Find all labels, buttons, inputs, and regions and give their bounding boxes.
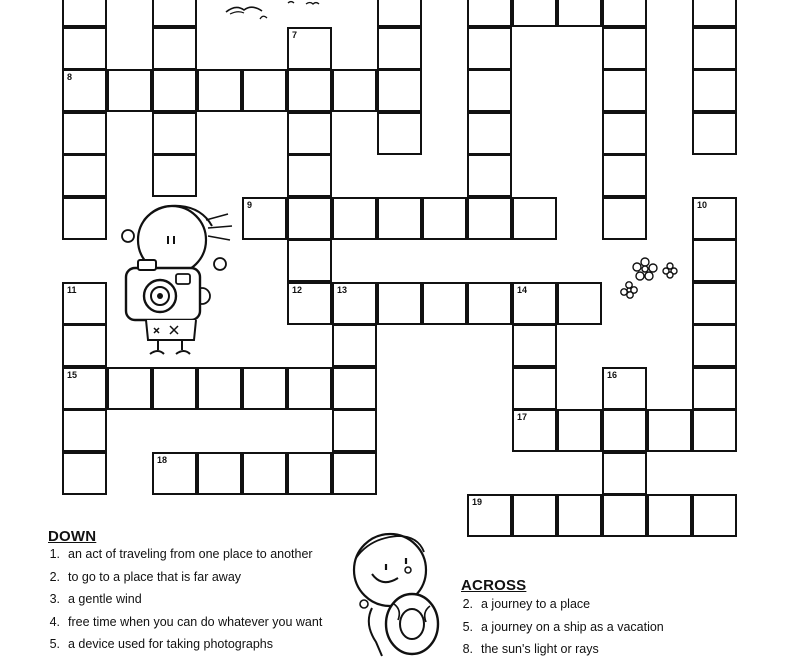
crossword-cell[interactable] (62, 0, 107, 27)
clue-number: 12 (292, 284, 303, 295)
crossword-cell[interactable] (152, 367, 197, 410)
crossword-cell[interactable] (692, 409, 737, 452)
clue-item-number: 2. (462, 597, 473, 611)
crossword-cell[interactable] (287, 154, 332, 197)
clue-number: 7 (292, 29, 298, 40)
crossword-cell[interactable] (62, 324, 107, 367)
clue-number: 17 (517, 412, 528, 422)
clue-number: 14 (517, 284, 528, 295)
crossword-cell[interactable] (62, 282, 107, 325)
crossword-cell[interactable] (602, 112, 647, 155)
clue-number: 18 (157, 454, 168, 465)
crossword-cell[interactable] (62, 112, 107, 155)
crossword-cell[interactable] (152, 69, 197, 112)
clue-item (453, 616, 664, 639)
crossword-cell[interactable] (287, 197, 332, 240)
boy-with-camera-icon (118, 198, 243, 360)
crossword-cell[interactable] (602, 154, 647, 197)
clue-item (40, 611, 322, 634)
crossword-cell[interactable] (287, 112, 332, 155)
crossword-cell[interactable] (62, 409, 107, 452)
crossword-cell[interactable] (377, 197, 422, 240)
crossword-cell[interactable] (197, 452, 242, 495)
crossword-cell[interactable] (287, 282, 332, 325)
crossword-cell[interactable] (602, 452, 647, 495)
crossword-cell[interactable] (692, 69, 737, 112)
crossword-cell[interactable] (422, 197, 467, 240)
crossword-cell[interactable] (332, 69, 377, 112)
crossword-cell[interactable] (62, 452, 107, 495)
clue-item-number: 5. (462, 619, 473, 634)
crossword-cell[interactable] (332, 409, 377, 452)
crossword-cell[interactable] (332, 324, 377, 367)
clue-item-text: free time when you can do whatever you want (68, 614, 323, 629)
crossword-cell[interactable] (692, 324, 737, 367)
crossword-cell[interactable] (647, 409, 692, 452)
clue-item (453, 638, 664, 661)
crossword-cell[interactable] (512, 197, 557, 240)
crossword-cell[interactable] (332, 197, 377, 240)
crossword-cell[interactable] (512, 324, 557, 367)
clue-item-text: a journey on a ship as a vacation (481, 619, 664, 634)
crossword-cell[interactable] (557, 0, 602, 27)
crossword-cell[interactable] (287, 27, 332, 70)
crossword-cell[interactable] (602, 0, 647, 27)
crossword-cell[interactable] (377, 27, 422, 70)
clue-item (40, 566, 322, 589)
crossword-cell[interactable] (107, 367, 152, 410)
crossword-cell[interactable] (557, 409, 602, 452)
crossword-cell[interactable] (692, 27, 737, 70)
flowers-icon (616, 254, 682, 302)
crossword-cell[interactable] (512, 0, 557, 27)
down-clue-list (40, 543, 322, 656)
crossword-cell[interactable] (242, 197, 287, 240)
crossword-cell[interactable] (467, 197, 512, 240)
crossword-cell[interactable] (332, 367, 377, 410)
crossword-cell[interactable] (692, 494, 737, 537)
clue-number: 8 (67, 72, 73, 82)
crossword-cell[interactable] (62, 69, 107, 112)
crossword-cell[interactable] (692, 0, 737, 27)
crossword-cell[interactable] (62, 367, 107, 410)
crossword-cell[interactable] (62, 27, 107, 70)
crossword-cell[interactable] (602, 69, 647, 112)
clue-item (40, 543, 322, 566)
seagulls-icon (222, 0, 334, 26)
crossword-cell[interactable] (377, 0, 422, 27)
clue-number: 19 (472, 497, 483, 507)
crossword-cell[interactable] (242, 367, 287, 410)
clue-item-number: 8. (462, 642, 473, 656)
crossword-cell[interactable] (377, 282, 422, 325)
clue-item-text: the sun's light or rays (481, 642, 599, 656)
crossword-cell[interactable] (467, 112, 512, 155)
crossword-cell[interactable] (557, 282, 602, 325)
clue-number: 13 (337, 284, 348, 295)
crossword-cell[interactable] (197, 69, 242, 112)
crossword-cell[interactable] (467, 69, 512, 112)
crossword-cell[interactable] (512, 282, 557, 325)
clue-item (40, 633, 322, 656)
clue-item-text: an act of traveling from one place to another (68, 547, 313, 561)
crossword-cell[interactable] (62, 197, 107, 240)
crossword-cell[interactable] (152, 452, 197, 495)
clue-item-text: a journey to a place (481, 597, 591, 611)
crossword-cell[interactable] (692, 367, 737, 410)
clue-item-number: 1. (49, 547, 60, 561)
crossword-cell[interactable] (467, 494, 512, 537)
crossword-cell[interactable] (332, 452, 377, 495)
clue-item-text: a device used for taking photographs (68, 637, 273, 651)
crossword-cell[interactable] (602, 367, 647, 410)
crossword-cell[interactable] (692, 197, 737, 240)
clue-number: 11 (67, 284, 77, 295)
clue-item-number: 2. (49, 569, 60, 584)
crossword-cell[interactable] (242, 452, 287, 495)
crossword-cell[interactable] (602, 494, 647, 537)
crossword-cell[interactable] (512, 367, 557, 410)
crossword-cell[interactable] (242, 69, 287, 112)
clue-item-number: 3. (49, 592, 60, 606)
clue-item-text: a gentle wind (68, 592, 142, 606)
crossword-cell[interactable] (512, 409, 557, 452)
crossword-cell[interactable] (512, 494, 557, 537)
crossword-cell[interactable] (467, 154, 512, 197)
crossword-cell[interactable] (377, 112, 422, 155)
crossword-cell[interactable] (602, 27, 647, 70)
across-clue-list (453, 593, 664, 661)
crossword-cell[interactable] (107, 69, 152, 112)
clue-number: 9 (247, 199, 253, 210)
crossword-cell[interactable] (62, 154, 107, 197)
clue-number: 10 (697, 199, 708, 210)
crossword-cell[interactable] (197, 367, 242, 410)
clue-item-number: 4. (49, 614, 60, 629)
crossword-cell[interactable] (377, 69, 422, 112)
clue-item (453, 593, 664, 616)
crossword-cell[interactable] (152, 27, 197, 70)
crossword-cell[interactable] (152, 154, 197, 197)
crossword-cell[interactable] (602, 409, 647, 452)
clue-item-text: to go to a place that is far away (68, 569, 242, 584)
crossword-cell[interactable] (467, 282, 512, 325)
clue-item-number: 5. (49, 637, 60, 651)
crossword-cell[interactable] (332, 282, 377, 325)
crossword-cell[interactable] (602, 197, 647, 240)
crossword-cell[interactable] (692, 112, 737, 155)
crossword-cell[interactable] (287, 367, 332, 410)
crossword-cell[interactable] (692, 239, 737, 282)
crossword-cell[interactable] (647, 494, 692, 537)
crossword-cell[interactable] (422, 282, 467, 325)
across-clues-title: ACROSS (461, 577, 527, 594)
clue-number: 16 (607, 369, 618, 380)
crossword-cell[interactable] (152, 0, 197, 27)
crossword-cell[interactable] (557, 494, 602, 537)
crossword-cell[interactable] (287, 452, 332, 495)
boy-with-swim-ring-icon (342, 524, 448, 660)
crossword-cell[interactable] (287, 239, 332, 282)
crossword-cell[interactable] (287, 69, 332, 112)
crossword-cell[interactable] (467, 0, 512, 27)
clue-number: 15 (67, 369, 78, 380)
clue-item (40, 588, 322, 611)
down-clues-title: DOWN (48, 528, 97, 545)
crossword-cell[interactable] (467, 27, 512, 70)
crossword-cell[interactable] (692, 282, 737, 325)
crossword-cell[interactable] (152, 112, 197, 155)
